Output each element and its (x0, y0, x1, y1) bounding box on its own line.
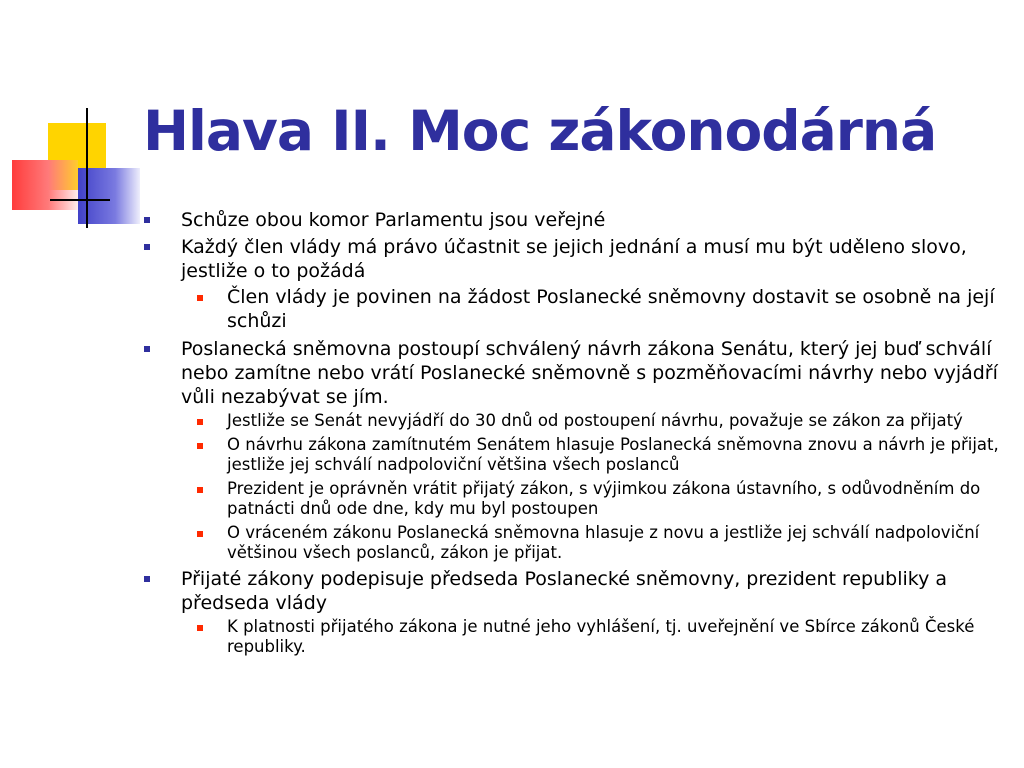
square-bullet-icon (144, 244, 150, 250)
sub-bullet-item (140, 411, 1010, 431)
sub-bullet-list (181, 285, 1010, 333)
square-bullet-icon (197, 531, 203, 537)
square-bullet-icon (197, 443, 203, 449)
bullet-text: Přijaté zákony podepisuje předseda Poslanecké sněmovny, prezident republiky a předseda vlády (181, 568, 948, 614)
vertical-line (86, 108, 88, 228)
square-bullet-icon (144, 217, 150, 223)
slide-title: Hlava II. Moc zákonodárná (143, 99, 937, 163)
bullet-item (140, 235, 1010, 333)
bullet-item (140, 208, 1010, 232)
bullet-item (140, 567, 1010, 657)
square-bullet-icon (197, 625, 203, 631)
sub-bullet-item (140, 479, 1010, 519)
bullet-item (140, 337, 1010, 563)
bullet-text: Každý člen vlády má právo účastnit se jejich jednání a musí mu být uděleno slovo, jestliže o to požádá (181, 236, 967, 282)
sub-bullet-item (140, 617, 1010, 657)
square-bullet-icon (197, 295, 203, 301)
sub-bullet-text: Jestliže se Senát nevyjádří do 30 dnů od postoupení návrhu, považuje se zákon za přijatý (227, 411, 963, 430)
sub-bullet-text: Člen vlády je povinen na žádost Poslanecké sněmovny dostavit se osobně na její schůzi (227, 286, 995, 332)
square-bullet-icon (144, 576, 150, 582)
sub-bullet-item (140, 523, 1010, 563)
sub-bullet-text: O návrhu zákona zamítnutém Senátem hlasuje Poslanecká sněmovna znovu a návrh je přijat, jestliže jej schválí nadpoloviční většina všech poslanců (227, 435, 999, 474)
square-bullet-icon (144, 346, 150, 352)
red-gradient-bar (12, 160, 78, 210)
square-bullet-icon (197, 419, 203, 425)
square-bullet-icon (197, 487, 203, 493)
sub-bullet-item (140, 285, 1010, 333)
sub-bullet-text: Prezident je oprávněn vrátit přijatý zákon, s výjimkou zákona ústavního, s odůvodněním do patnácti dnů ode dne, kdy mu byl postoupen (227, 479, 981, 518)
sub-bullet-text: O vráceném zákonu Poslanecká sněmovna hlasuje z novu a jestliže jej schválí nadpoloviční většinou všech poslanců, zákon je přijat. (227, 523, 980, 562)
sub-bullet-text: K platnosti přijatého zákona je nutné jeho vyhlášení, tj. uveřejnění ve Sbírce zákonů České republiky. (227, 617, 975, 656)
corner-decoration (0, 0, 150, 240)
bullet-text: Poslanecká sněmovna postoupí schválený návrh zákona Senátu, který jej buď schválí nebo zamítne nebo vrátí Poslanecké sněmovně s pozměňovacími návrhy nebo vyjádří vůli nezabývat se jím. (181, 338, 998, 408)
sub-bullet-item (140, 435, 1010, 475)
sub-bullet-list (181, 411, 1010, 563)
sub-bullet-list (181, 617, 1010, 657)
horizontal-line (50, 199, 110, 201)
bullet-text: Schůze obou komor Parlamentu jsou veřejné (181, 209, 606, 231)
bullet-list (140, 208, 1010, 661)
